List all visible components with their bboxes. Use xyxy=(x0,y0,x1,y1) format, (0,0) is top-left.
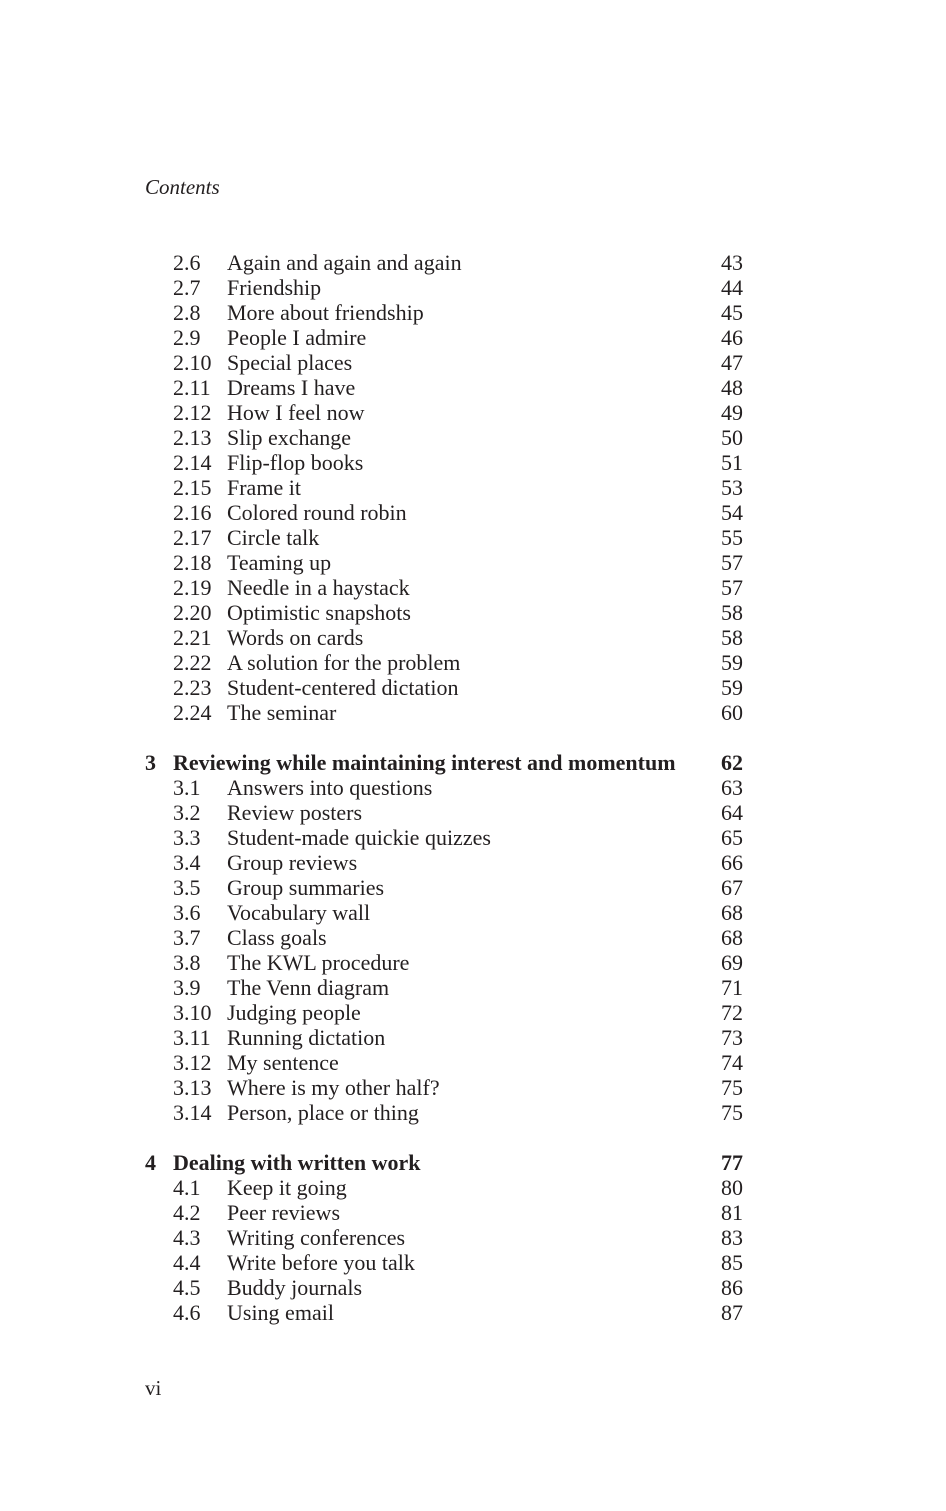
table-of-contents xyxy=(145,250,743,1325)
entry-number: 2.16 xyxy=(173,500,212,525)
entry-title: Writing conferences xyxy=(227,1225,406,1250)
entry-title: Flip-flop books xyxy=(227,450,364,475)
entry-number: 4.2 xyxy=(173,1200,201,1225)
entry-title: Keep it going xyxy=(227,1175,347,1200)
entry-page-number: 71 xyxy=(721,975,743,1000)
entry-page-number: 75 xyxy=(721,1075,743,1100)
entry-page-number: 65 xyxy=(721,825,743,850)
entry-page-number: 50 xyxy=(721,425,743,450)
toc-entry[interactable] xyxy=(145,900,743,925)
entry-title: Special places xyxy=(227,350,353,375)
chapter-page-number: 77 xyxy=(721,1150,743,1175)
entry-title: Person, place or thing xyxy=(227,1100,419,1125)
entry-page-number: 43 xyxy=(721,250,743,275)
toc-entry[interactable] xyxy=(145,1300,743,1325)
entry-title: Needle in a haystack xyxy=(227,575,410,600)
toc-entry[interactable] xyxy=(145,1100,743,1125)
toc-entry[interactable] xyxy=(145,425,743,450)
toc-entry[interactable] xyxy=(145,775,743,800)
entry-page-number: 85 xyxy=(721,1250,743,1275)
entry-number: 3.9 xyxy=(173,975,201,1000)
toc-entry[interactable] xyxy=(145,675,743,700)
toc-entry[interactable] xyxy=(145,600,743,625)
entry-page-number: 68 xyxy=(721,925,743,950)
entry-title: Vocabulary wall xyxy=(227,900,371,925)
entry-title: Optimistic snapshots xyxy=(227,600,411,625)
entry-title: Friendship xyxy=(227,275,322,300)
entry-page-number: 57 xyxy=(721,575,743,600)
entry-page-number: 47 xyxy=(721,350,743,375)
entry-number: 3.1 xyxy=(173,775,201,800)
entry-title: Dreams I have xyxy=(227,375,356,400)
entry-title: How I feel now xyxy=(227,400,365,425)
entry-page-number: 74 xyxy=(721,1050,743,1075)
entry-title: People I admire xyxy=(227,325,367,350)
page-number-folio: vi xyxy=(145,1376,162,1400)
entry-title: Slip exchange xyxy=(227,425,352,450)
entry-number: 3.7 xyxy=(173,925,201,950)
entry-title: The seminar xyxy=(227,700,337,725)
entry-number: 3.6 xyxy=(173,900,201,925)
entry-page-number: 67 xyxy=(721,875,743,900)
entry-title: A solution for the problem xyxy=(227,650,461,675)
entry-title: The KWL procedure xyxy=(227,950,410,975)
entry-number: 2.18 xyxy=(173,550,212,575)
entry-number: 3.5 xyxy=(173,875,201,900)
toc-entry[interactable] xyxy=(145,475,743,500)
section-gap xyxy=(145,1125,743,1150)
entry-number: 2.19 xyxy=(173,575,212,600)
toc-entry[interactable] xyxy=(145,1275,743,1300)
entry-title: Judging people xyxy=(227,1000,361,1025)
toc-entry[interactable] xyxy=(145,450,743,475)
entry-page-number: 57 xyxy=(721,550,743,575)
chapter-number: 4 xyxy=(145,1150,156,1175)
entry-number: 4.6 xyxy=(173,1300,201,1325)
entry-page-number: 80 xyxy=(721,1175,743,1200)
toc-entry[interactable] xyxy=(145,975,743,1000)
entry-number: 3.14 xyxy=(173,1100,212,1125)
toc-entry[interactable] xyxy=(145,1250,743,1275)
entry-page-number: 59 xyxy=(721,650,743,675)
chapter-page-number: 62 xyxy=(721,750,743,775)
entry-number: 2.11 xyxy=(173,375,211,400)
toc-entry[interactable] xyxy=(145,1225,743,1250)
toc-entry[interactable] xyxy=(145,650,743,675)
entry-page-number: 86 xyxy=(721,1275,743,1300)
toc-entry[interactable] xyxy=(145,850,743,875)
entry-number: 2.13 xyxy=(173,425,212,450)
toc-entry[interactable] xyxy=(145,525,743,550)
entry-title: Buddy journals xyxy=(227,1275,363,1300)
entry-title: Review posters xyxy=(227,800,363,825)
entry-number: 4.4 xyxy=(173,1250,201,1275)
entry-number: 2.10 xyxy=(173,350,212,375)
entry-title: Words on cards xyxy=(227,625,364,650)
entry-page-number: 68 xyxy=(721,900,743,925)
entry-number: 2.17 xyxy=(173,525,212,550)
entry-page-number: 51 xyxy=(721,450,743,475)
toc-entry[interactable] xyxy=(145,575,743,600)
entry-number: 3.3 xyxy=(173,825,201,850)
entry-number: 2.7 xyxy=(173,275,201,300)
entry-title: More about friendship xyxy=(227,300,424,325)
entry-title: Write before you talk xyxy=(227,1250,415,1275)
entry-title: Running dictation xyxy=(227,1025,386,1050)
chapter-title: Reviewing while maintaining interest and momentum xyxy=(173,750,676,775)
toc-chapter-heading[interactable] xyxy=(145,1150,743,1175)
entry-title: Answers into questions xyxy=(227,775,433,800)
toc-entry[interactable] xyxy=(145,700,743,725)
entry-number: 4.1 xyxy=(173,1175,201,1200)
entry-number: 2.24 xyxy=(173,700,212,725)
entry-number: 3.8 xyxy=(173,950,201,975)
entry-number: 2.12 xyxy=(173,400,212,425)
toc-entry[interactable] xyxy=(145,1075,743,1100)
toc-entry[interactable] xyxy=(145,1000,743,1025)
entry-page-number: 53 xyxy=(721,475,743,500)
entry-page-number: 64 xyxy=(721,800,743,825)
toc-entry[interactable] xyxy=(145,800,743,825)
entry-title: Class goals xyxy=(227,925,327,950)
entry-page-number: 72 xyxy=(721,1000,743,1025)
section-gap xyxy=(145,725,743,750)
entry-title: Again and again and again xyxy=(227,250,462,275)
entry-number: 3.11 xyxy=(173,1025,211,1050)
entry-number: 2.22 xyxy=(173,650,212,675)
entry-page-number: 73 xyxy=(721,1025,743,1050)
entry-number: 3.12 xyxy=(173,1050,212,1075)
toc-entry[interactable] xyxy=(145,1025,743,1050)
toc-entry[interactable] xyxy=(145,550,743,575)
entry-title: Using email xyxy=(227,1300,334,1325)
toc-entry[interactable] xyxy=(145,500,743,525)
entry-number: 3.2 xyxy=(173,800,201,825)
entry-page-number: 69 xyxy=(721,950,743,975)
toc-entry[interactable] xyxy=(145,1050,743,1075)
entry-page-number: 55 xyxy=(721,525,743,550)
entry-page-number: 46 xyxy=(721,325,743,350)
entry-number: 3.4 xyxy=(173,850,201,875)
chapter-number: 3 xyxy=(145,750,156,775)
toc-chapter-heading[interactable] xyxy=(145,750,743,775)
entry-page-number: 49 xyxy=(721,400,743,425)
entry-page-number: 54 xyxy=(721,500,743,525)
entry-page-number: 81 xyxy=(721,1200,743,1225)
entry-page-number: 66 xyxy=(721,850,743,875)
chapter-title: Dealing with written work xyxy=(173,1150,421,1175)
entry-page-number: 45 xyxy=(721,300,743,325)
entry-page-number: 58 xyxy=(721,600,743,625)
entry-page-number: 44 xyxy=(721,275,743,300)
entry-title: Student-made quickie quizzes xyxy=(227,825,491,850)
toc-entry[interactable] xyxy=(145,400,743,425)
toc-entry[interactable] xyxy=(145,350,743,375)
entry-number: 2.8 xyxy=(173,300,201,325)
entry-title: Group summaries xyxy=(227,875,385,900)
toc-entry[interactable] xyxy=(145,325,743,350)
toc-entry[interactable] xyxy=(145,925,743,950)
entry-number: 3.10 xyxy=(173,1000,212,1025)
entry-number: 2.21 xyxy=(173,625,212,650)
toc-entry[interactable] xyxy=(145,375,743,400)
entry-page-number: 63 xyxy=(721,775,743,800)
entry-title: The Venn diagram xyxy=(227,975,390,1000)
entry-number: 2.9 xyxy=(173,325,201,350)
entry-title: Where is my other half? xyxy=(227,1075,440,1100)
entry-page-number: 58 xyxy=(721,625,743,650)
entry-page-number: 83 xyxy=(721,1225,743,1250)
entry-number: 2.6 xyxy=(173,250,201,275)
toc-entry[interactable] xyxy=(145,250,743,275)
toc-entry[interactable] xyxy=(145,1200,743,1225)
entry-title: Frame it xyxy=(227,475,301,500)
entry-title: Student-centered dictation xyxy=(227,675,459,700)
toc-entry[interactable] xyxy=(145,875,743,900)
entry-number: 2.14 xyxy=(173,450,212,475)
entry-page-number: 75 xyxy=(721,1100,743,1125)
entry-title: Teaming up xyxy=(227,550,332,575)
entry-number: 4.5 xyxy=(173,1275,201,1300)
running-head: Contents xyxy=(145,175,220,199)
toc-entry[interactable] xyxy=(145,300,743,325)
entry-title: Group reviews xyxy=(227,850,358,875)
entry-page-number: 87 xyxy=(721,1300,743,1325)
entry-number: 2.23 xyxy=(173,675,212,700)
entry-number: 2.15 xyxy=(173,475,212,500)
entry-number: 4.3 xyxy=(173,1225,201,1250)
entry-number: 3.13 xyxy=(173,1075,212,1100)
entry-title: Peer reviews xyxy=(227,1200,341,1225)
entry-page-number: 59 xyxy=(721,675,743,700)
entry-title: My sentence xyxy=(227,1050,339,1075)
toc-entry[interactable] xyxy=(145,950,743,975)
entry-page-number: 48 xyxy=(721,375,743,400)
toc-entry[interactable] xyxy=(145,825,743,850)
entry-number: 2.20 xyxy=(173,600,212,625)
entry-page-number: 60 xyxy=(721,700,743,725)
entry-title: Circle talk xyxy=(227,525,320,550)
entry-title: Colored round robin xyxy=(227,500,407,525)
toc-entry[interactable] xyxy=(145,625,743,650)
toc-entry[interactable] xyxy=(145,1175,743,1200)
toc-entry[interactable] xyxy=(145,275,743,300)
